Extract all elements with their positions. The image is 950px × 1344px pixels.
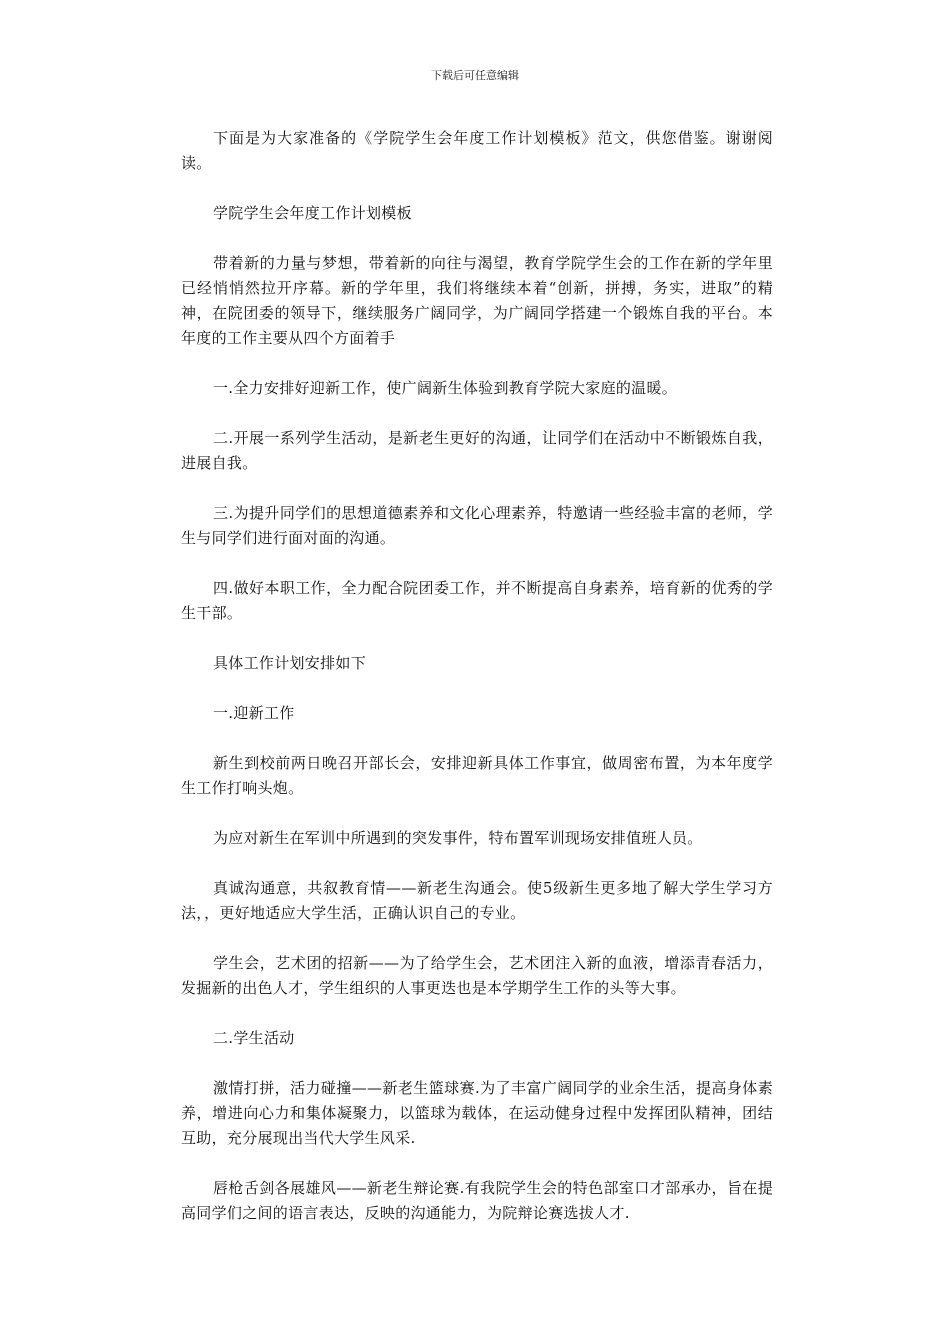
intro-paragraph: 下面是为大家准备的《学院学生会年度工作计划模板》范文，供您借鉴。谢谢阅读。 xyxy=(181,129,773,172)
list-item: 四.做好本职工作，全力配合院团委工作，并不断提高自身素养，培育新的优秀的学生干部。 xyxy=(181,579,773,622)
list-item: 三.为提升同学们的思想道德素养和文化心理素养，特邀请一些经验丰富的老师，学生与同学们进行面对面的沟通。 xyxy=(181,504,773,547)
section-heading: 二.学生活动 xyxy=(213,1029,295,1047)
paragraph: 唇枪舌剑各展雄风——新老生辩论赛.有我院学生会的特色部室口才部承办，旨在提高同学们之间的语言表达，反映的沟通能力，为院辩论赛选拔人才. xyxy=(181,1179,773,1222)
page-header: 下载后可任意编辑 xyxy=(431,69,519,82)
paragraph: 激情打拼，活力碰撞——新老生篮球赛.为了丰富广阔同学的业余生活，提高身体素养，增进向心力和集体凝聚力，以篮球为载体，在运动健身过程中发挥团队精神，团结互助，充分展现出当代大学生风采. xyxy=(181,1079,773,1147)
section-heading: 具体工作计划安排如下 xyxy=(213,654,367,672)
paragraph: 为应对新生在军训中所遇到的突发事件，特布置军训现场安排值班人员。 xyxy=(213,829,703,847)
paragraph: 带着新的力量与梦想，带着新的向往与渴望，教育学院学生会的工作在新的学年里已经悄悄然拉开序幕。新的学年里，我们将继续本着“创新，拼搏，务实，进取”的精神，在院团委的领导下，继续服务广阔同学，为广阔同学搭建一个锻炼自我的平台。本年度的工作主要从四个方面着手 xyxy=(181,254,773,347)
list-item: 二.开展一系列学生活动，是新老生更好的沟通，让同学们在活动中不断锻炼自我，进展自我。 xyxy=(181,429,773,472)
paragraph: 真诚沟通意，共叙教育情——新老生沟通会。使5级新生更多地了解大学生学习方法，，更好地适应大学生活，正确认识自己的专业。 xyxy=(181,879,773,922)
document-title: 学院学生会年度工作计划模板 xyxy=(213,204,412,222)
paragraph: 新生到校前两日晚召开部长会，安排迎新具体工作事宜，做周密布置，为本年度学生工作打响头炮。 xyxy=(181,754,773,797)
list-item: 一.全力安排好迎新工作，使广阔新生体验到教育学院大家庭的温暖。 xyxy=(213,379,678,397)
section-heading: 一.迎新工作 xyxy=(213,704,295,722)
document-body xyxy=(181,126,773,1251)
paragraph: 学生会，艺术团的招新——为了给学生会，艺术团注入新的血液，增添青春活力，发掘新的出色人才，学生组织的人事更迭也是本学期学生工作的头等大事。 xyxy=(181,954,773,997)
